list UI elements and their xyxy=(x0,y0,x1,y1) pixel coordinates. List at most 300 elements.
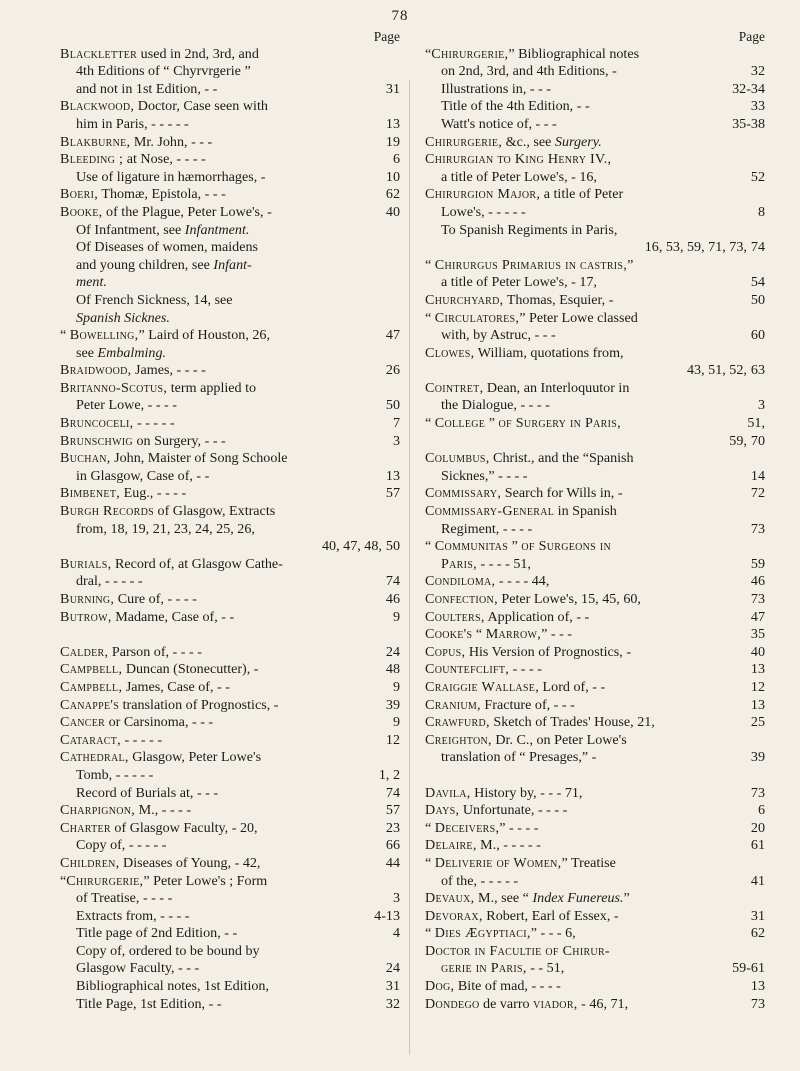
index-line xyxy=(60,609,400,627)
entry-text-run: M., - - - - - xyxy=(476,837,541,854)
page-reference xyxy=(396,450,400,468)
headword: Chirurgus Primarius in castris, xyxy=(434,256,628,273)
index-line xyxy=(425,345,765,363)
headword: Canappe's xyxy=(60,696,120,713)
page-reference: 74 xyxy=(385,784,400,801)
entry-text-run: - 46, 71, xyxy=(577,995,629,1012)
entry-text xyxy=(425,292,747,310)
page-reference xyxy=(396,292,400,310)
entry-text-run: - - - - - xyxy=(133,415,175,432)
headword: Devorax, xyxy=(425,907,483,924)
page-reference xyxy=(761,151,765,169)
entry-text-run: Glasgow Faculty, - - - xyxy=(76,960,200,977)
entry-text xyxy=(441,116,728,134)
entry-text xyxy=(425,345,761,363)
entry-text-run: - - 51, xyxy=(526,960,565,977)
index-line xyxy=(425,556,765,574)
page-reference: 59-61 xyxy=(732,960,765,977)
entry-text-run: him in Paris, - - - - - xyxy=(76,115,189,132)
entry-text xyxy=(425,644,747,662)
entry-text-run: Cure of, - - - - xyxy=(114,591,197,607)
index-entry xyxy=(60,204,400,327)
entry-text xyxy=(425,661,747,679)
headword: Marrow, xyxy=(485,626,542,643)
entry-text-run: Thomas, Esquier, - xyxy=(503,291,614,308)
index-line xyxy=(425,81,765,99)
entry-text xyxy=(425,890,761,908)
headword: Bowelling, xyxy=(69,327,139,344)
index-line xyxy=(425,626,765,644)
index-line xyxy=(60,222,400,240)
entry-text-run: Dean, an Interloquutor in xyxy=(483,379,630,396)
entry-text xyxy=(60,873,396,891)
entry-text-run: “ xyxy=(425,415,435,432)
entry-text-run: term applied to xyxy=(167,379,257,396)
entry-text-run: Sicknes,” - - - - xyxy=(441,467,528,484)
headword: Confection, xyxy=(425,591,498,607)
index-line xyxy=(60,960,400,978)
page-reference: 41 xyxy=(750,872,765,889)
index-line xyxy=(60,46,400,64)
entry-text xyxy=(60,450,396,468)
headword: Cointret, xyxy=(425,379,484,396)
index-entry xyxy=(425,855,765,890)
page-reference: 66 xyxy=(385,837,400,854)
entry-text xyxy=(76,960,382,978)
index-entry xyxy=(60,925,400,943)
entry-text xyxy=(441,327,747,345)
entry-text xyxy=(60,151,389,169)
page-reference xyxy=(761,257,765,275)
page-reference xyxy=(761,310,765,328)
column-header-page: Page xyxy=(738,29,765,44)
headword: Campbell, xyxy=(60,661,123,678)
index-entry xyxy=(425,134,765,152)
entry-text-run: the Dialogue, - - - - xyxy=(441,397,550,414)
index-line xyxy=(425,908,765,926)
index-entry xyxy=(60,908,400,926)
page-reference xyxy=(396,749,400,767)
entry-text xyxy=(60,98,396,116)
page-reference: 24 xyxy=(385,960,400,977)
page-reference xyxy=(761,855,765,873)
index-line xyxy=(425,134,765,152)
index-entry xyxy=(60,134,400,152)
index-line xyxy=(425,310,765,328)
headword: Burgh Records xyxy=(60,503,155,520)
entry-text-run: or Carsinoma, - - - xyxy=(105,714,214,731)
entry-text-run: used in 2nd, 3rd, and xyxy=(137,45,259,62)
index-line xyxy=(425,978,765,996)
index-line xyxy=(425,890,765,908)
headword: Churchyard, xyxy=(425,291,504,308)
index-entry xyxy=(60,996,400,1014)
page-reference xyxy=(761,380,765,398)
section-gap xyxy=(425,767,765,785)
entry-text-run: M., - - - - xyxy=(135,802,192,819)
headword: Bimbenet, xyxy=(60,485,121,502)
index-line xyxy=(60,943,400,961)
entry-text xyxy=(441,521,747,539)
entry-text xyxy=(76,538,382,556)
index-line xyxy=(60,573,400,591)
index-entry xyxy=(425,186,765,221)
page-reference: 57 xyxy=(385,485,400,502)
page-reference: 9 xyxy=(392,678,400,695)
entry-text xyxy=(76,943,396,961)
entry-text xyxy=(425,943,761,961)
index-line xyxy=(60,767,400,785)
page-reference xyxy=(396,63,400,81)
entry-text xyxy=(60,204,382,222)
index-line xyxy=(60,134,400,152)
headword: Buchan, xyxy=(60,450,111,467)
index-entry xyxy=(60,978,400,996)
page-reference: 70 xyxy=(750,432,765,449)
page-reference: 10 xyxy=(385,168,400,185)
entry-text-run: on 2nd, 3rd, and 4th Editions, - xyxy=(441,63,617,80)
entry-text-run: Bibliographical notes, 1st Edition, xyxy=(76,978,269,995)
entry-text-run: de varro xyxy=(479,995,534,1012)
entry-text xyxy=(76,468,382,486)
entry-text-run: M., see “ xyxy=(474,890,533,907)
entry-text xyxy=(441,556,747,574)
index-line xyxy=(60,925,400,943)
page-reference: 9 xyxy=(392,608,400,625)
index-line xyxy=(60,521,400,539)
entry-text-run: Extracts from, - - - - xyxy=(76,907,190,924)
index-entry xyxy=(425,996,765,1014)
entry-text-run: of Glasgow, Extracts xyxy=(154,503,276,520)
headword: Butrow, xyxy=(60,608,112,625)
index-column-right xyxy=(425,28,765,1013)
entry-text-run: 43, 51, 52, xyxy=(687,362,747,379)
index-line xyxy=(60,873,400,891)
index-line xyxy=(60,890,400,908)
entry-text-run: Peter Lowe's, 15, 45, 60, xyxy=(497,591,641,607)
index-entry xyxy=(60,802,400,820)
headword: Paris, xyxy=(441,555,477,572)
entry-text-run: - - - - 44, xyxy=(495,573,550,590)
index-line xyxy=(60,204,400,222)
entry-text xyxy=(60,714,389,732)
entry-text xyxy=(60,556,396,574)
index-line xyxy=(425,873,765,891)
entry-text-run: “ xyxy=(60,327,70,344)
index-line xyxy=(60,397,400,415)
page-reference xyxy=(396,257,400,275)
index-line xyxy=(425,63,765,81)
entry-text-run: Christ., and the “Spanish xyxy=(489,450,634,467)
page-reference xyxy=(396,556,400,574)
headword: Coulters, xyxy=(425,608,485,625)
page-reference: 50 xyxy=(385,538,400,555)
entry-text xyxy=(76,573,382,591)
entry-text xyxy=(76,169,382,187)
page-reference xyxy=(396,873,400,891)
entry-text xyxy=(425,380,761,398)
headword: Cooke's xyxy=(425,626,473,643)
page-reference xyxy=(396,222,400,240)
entry-text xyxy=(76,397,382,415)
index-line xyxy=(425,415,765,433)
page-reference: 23 xyxy=(385,819,400,836)
entry-text-run: Unfortunate, - - - - xyxy=(459,802,568,819)
index-line xyxy=(60,362,400,380)
page-reference xyxy=(761,186,765,204)
index-entry xyxy=(60,644,400,662)
entry-text xyxy=(425,908,747,926)
entry-text xyxy=(76,81,382,99)
headword: Condiloma, xyxy=(425,573,496,590)
headword: Chirurgerie, xyxy=(66,872,144,889)
page-reference xyxy=(761,134,765,152)
entry-text xyxy=(76,521,396,539)
entry-text xyxy=(76,274,396,292)
entry-text-run: of Treatise, - - - - xyxy=(76,890,173,907)
index-entry xyxy=(60,820,400,838)
entry-text-run: Application of, - - xyxy=(484,608,590,625)
entry-text xyxy=(76,116,382,134)
index-line xyxy=(425,397,765,415)
index-line xyxy=(425,714,765,732)
index-line xyxy=(425,169,765,187)
entry-text xyxy=(60,749,396,767)
headword: Burials, xyxy=(60,555,112,572)
index-entry xyxy=(425,116,765,134)
page-reference xyxy=(761,890,765,908)
index-line xyxy=(425,943,765,961)
entry-text xyxy=(441,749,747,767)
entry-text xyxy=(60,609,389,627)
index-entry xyxy=(425,222,765,257)
headword: Boeri, xyxy=(60,186,99,203)
entry-text-run: John, Maister of Song Schoole xyxy=(110,450,288,467)
index-line xyxy=(425,661,765,679)
entry-text-run: “ xyxy=(425,819,435,836)
entry-text-run: Title Page, 1st Edition, - - xyxy=(76,995,222,1012)
entry-text-run: Of Infantment, see xyxy=(76,221,185,238)
italic-reference: Spanish Sicknes. xyxy=(76,309,170,326)
entry-text-run: ” Bibliographical notes xyxy=(508,45,640,62)
index-entry xyxy=(425,661,765,679)
headword: of Surgery in Paris, xyxy=(498,415,621,432)
page-reference xyxy=(396,345,400,363)
entry-text xyxy=(60,485,382,503)
entry-text xyxy=(60,855,382,873)
entry-text xyxy=(425,591,747,609)
page-reference: 47 xyxy=(385,327,400,344)
page-reference: 3 xyxy=(757,397,765,414)
page-reference: 73 xyxy=(750,995,765,1012)
entry-text xyxy=(60,679,389,697)
index-line xyxy=(60,591,400,609)
page-reference: 19 xyxy=(385,133,400,150)
entry-text-run: ” xyxy=(627,256,634,273)
entry-text-run: Duncan (Stonecutter), - xyxy=(122,661,259,678)
entry-text-run: 4th Editions of “ Chyrvrgerie ” xyxy=(76,63,251,80)
entry-text xyxy=(425,802,754,820)
headword: Davila, xyxy=(425,784,471,801)
index-line xyxy=(60,996,400,1014)
page-reference: 61 xyxy=(750,837,765,854)
italic-reference: Index Funereus. xyxy=(532,890,624,907)
page-reference: 60 xyxy=(750,327,765,344)
index-line xyxy=(425,679,765,697)
page-reference xyxy=(761,46,765,64)
entry-text xyxy=(60,802,382,820)
index-line xyxy=(425,186,765,204)
entry-text xyxy=(441,81,728,99)
page-reference: 3 xyxy=(392,432,400,449)
entry-text-run: ” Treatise xyxy=(561,854,616,871)
entry-text-run: Lord of, - - xyxy=(539,678,606,695)
index-line xyxy=(60,538,400,556)
entry-text-run: with, by Astruc, - - - xyxy=(441,327,556,344)
entry-text xyxy=(60,697,382,715)
headword: Devaux, xyxy=(425,890,475,907)
entry-text-run: and not in 1st Edition, - - xyxy=(76,80,218,97)
index-line xyxy=(425,239,765,257)
page-reference: 32 xyxy=(385,995,400,1012)
index-line xyxy=(60,978,400,996)
index-line xyxy=(425,521,765,539)
entry-text-run: from, 18, 19, 21, 23, 24, 25, 26, xyxy=(76,520,255,537)
headword: Blackletter xyxy=(60,45,138,62)
page-reference xyxy=(396,503,400,521)
index-entry xyxy=(60,556,400,591)
page-reference: 44 xyxy=(385,854,400,871)
entry-text-run: ” xyxy=(508,538,522,555)
headword: Dies Ægyptiaci, xyxy=(434,925,531,942)
index-line xyxy=(425,538,765,556)
index-line xyxy=(425,380,765,398)
index-entry xyxy=(425,591,765,609)
entry-text xyxy=(425,134,761,152)
entry-text xyxy=(76,785,382,803)
entry-text xyxy=(425,820,747,838)
page-reference xyxy=(396,98,400,116)
entry-text-run: Dr. C., on Peter Lowe's xyxy=(491,731,627,748)
entry-text xyxy=(425,151,761,169)
index-line xyxy=(60,327,400,345)
page-reference: 40 xyxy=(385,203,400,220)
index-entry xyxy=(425,732,765,767)
entry-text xyxy=(425,837,747,855)
entry-text xyxy=(76,257,396,275)
entry-text-run: Doctor, Case seen with xyxy=(134,98,268,115)
headword: Chirurgerie, xyxy=(431,45,509,62)
entry-text xyxy=(425,538,761,556)
index-line xyxy=(60,433,400,451)
headword: Creighton, xyxy=(425,731,492,748)
index-entry xyxy=(60,661,400,679)
entry-text xyxy=(60,46,396,64)
index-line xyxy=(60,81,400,99)
entry-text-run: at Nose, - - - - xyxy=(123,151,206,168)
entry-text-run: Of French Sickness, 14, see xyxy=(76,291,233,308)
page-reference: 74 xyxy=(750,239,765,256)
page-reference xyxy=(396,274,400,292)
entry-text xyxy=(60,134,382,152)
page-reference xyxy=(396,521,400,539)
entry-text-run: “ xyxy=(60,872,67,889)
index-entry xyxy=(60,485,400,503)
entry-text xyxy=(76,890,389,908)
index-entry xyxy=(60,327,400,362)
entry-text xyxy=(76,996,382,1014)
page-reference: 14 xyxy=(750,467,765,484)
headword: Circulatores, xyxy=(434,309,520,326)
entry-text xyxy=(441,98,747,116)
page-reference: 13 xyxy=(385,115,400,132)
page-reference: 12 xyxy=(385,731,400,748)
headword: Brunschwig xyxy=(60,432,133,449)
page-reference xyxy=(761,450,765,468)
page-reference: 24 xyxy=(385,643,400,660)
page-reference: 6 xyxy=(757,802,765,819)
entry-text xyxy=(60,644,382,662)
entry-text-run: of the Plague, Peter Lowe's, - xyxy=(102,203,272,220)
index-entry xyxy=(425,98,765,116)
entry-text-run: Tomb, - - - - - xyxy=(76,766,154,783)
index-entry xyxy=(425,310,765,345)
entry-text xyxy=(441,169,747,187)
headword: gerie in Paris, xyxy=(441,960,527,977)
headword: Chirurgion Major, xyxy=(425,186,541,203)
column-header-page: Page xyxy=(373,29,400,44)
index-line xyxy=(60,661,400,679)
index-entry xyxy=(425,626,765,644)
entry-text xyxy=(441,362,747,380)
index-entry xyxy=(425,573,765,591)
index-line xyxy=(60,151,400,169)
index-line xyxy=(425,609,765,627)
page-reference: 31 xyxy=(385,80,400,97)
index-entry xyxy=(425,380,765,415)
index-line xyxy=(425,98,765,116)
page-reference xyxy=(761,503,765,521)
page-reference xyxy=(761,538,765,556)
entry-text xyxy=(425,626,747,644)
index-line xyxy=(425,362,765,380)
entry-text-run: &c., see xyxy=(502,133,555,150)
index-entry xyxy=(425,679,765,697)
index-entry xyxy=(425,450,765,485)
index-entry xyxy=(60,362,400,380)
page-reference: 50 xyxy=(385,397,400,414)
page-reference xyxy=(761,732,765,750)
index-entry xyxy=(60,450,400,485)
headword: Chirurgerie, xyxy=(425,133,503,150)
entry-text xyxy=(425,785,747,803)
entry-text xyxy=(60,327,382,345)
index-line xyxy=(425,116,765,134)
index-entry xyxy=(425,978,765,996)
entry-text xyxy=(425,732,761,750)
index-line xyxy=(425,960,765,978)
page-reference xyxy=(396,943,400,961)
index-entry xyxy=(425,697,765,715)
entry-text-run: - - - - xyxy=(509,661,542,678)
entry-text xyxy=(441,433,747,451)
index-entry xyxy=(425,925,765,943)
entry-text-run: ” Peter Lowe classed xyxy=(519,309,638,326)
entry-text xyxy=(425,573,747,591)
index-line xyxy=(425,327,765,345)
page-reference: 6 xyxy=(392,151,400,168)
index-line xyxy=(60,556,400,574)
